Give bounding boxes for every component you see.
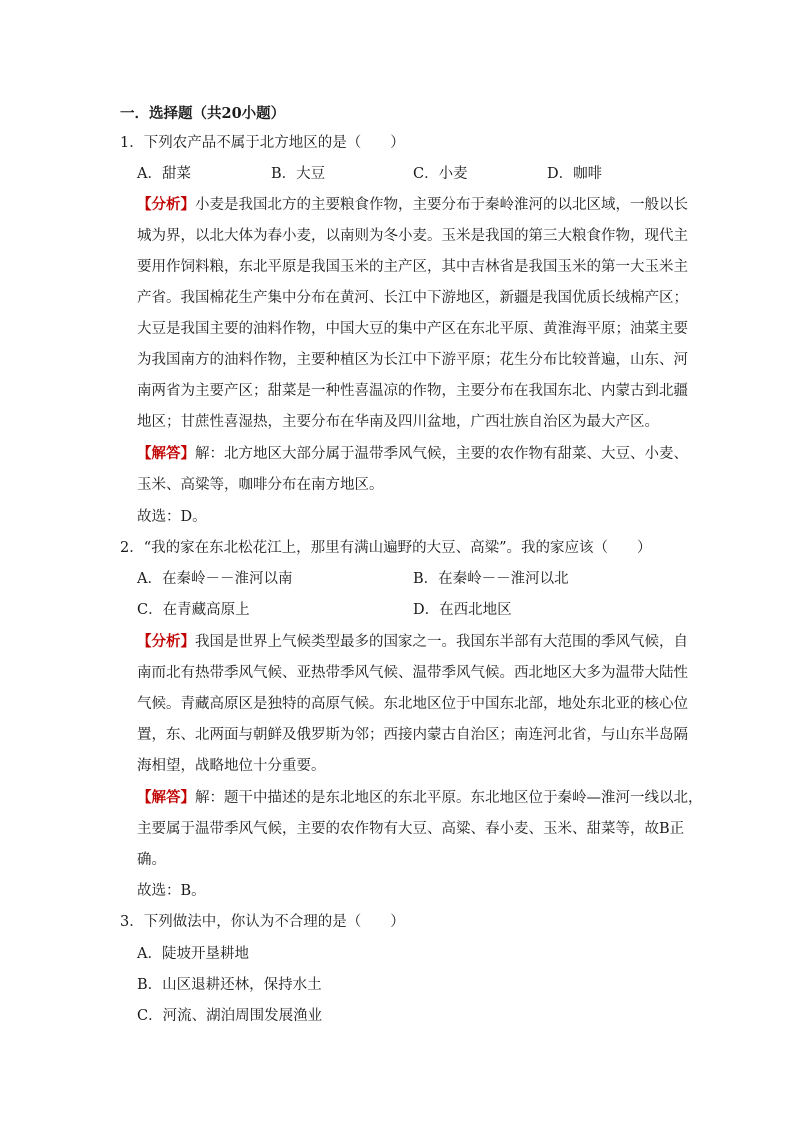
q2-answer-line <box>137 788 703 808</box>
q3-option-b: B．山区退耕还林，保持水土 <box>137 977 322 993</box>
q1-analysis-line: 南两省为主要产区；甜菜是一种性喜温凉的作物，主要分布在我国东北、内蒙古到北疆 <box>137 383 688 399</box>
q2-answer-line: 确。 <box>137 852 166 868</box>
question-2-stem: 2．“我的家在东北松花江上，那里有满山遍野的大豆、高粱”。我的家应该（ ） <box>120 540 652 556</box>
q1-choice: 故选：D。 <box>137 509 207 525</box>
q2-option-b: B．在秦岭－－淮河以北 <box>413 571 569 587</box>
q3-option-c: C．河流、湖泊周围发展渔业 <box>137 1008 323 1024</box>
q1-answer-line <box>137 444 688 464</box>
question-3-stem: 3．下列做法中，你认为不合理的是（ ） <box>120 914 405 930</box>
q1-analysis-line: 地区；甘蔗性喜湿热，主要分布在华南及四川盆地，广西壮族自治区为最大产区。 <box>137 414 659 430</box>
q1-option-b: B．大豆 <box>271 166 326 182</box>
q1-analysis-tag: 【分析】 <box>137 196 195 213</box>
q1-analysis-line <box>137 195 688 215</box>
q1-answer-tag: 【解答】 <box>137 445 195 462</box>
question-1-stem: 1．下列农产品不属于北方地区的是（ ） <box>120 135 405 151</box>
q1-answer-line: 玉米、高粱等，咖啡分布在南方地区。 <box>137 477 384 493</box>
q2-analysis-line <box>137 632 688 652</box>
q2-option-c: C．在青藏高原上 <box>137 602 250 618</box>
q2-answer-tag: 【解答】 <box>137 789 195 806</box>
q1-analysis-line: 产省。我国棉花生产集中分布在黄河、长江中下游地区，新疆是我国优质长绒棉产区； <box>137 290 688 306</box>
q2-analysis-line: 海相望，战略地位十分重要。 <box>137 758 326 774</box>
q2-analysis-line: 南而北有热带季风气候、亚热带季风气候、温带季风气候。西北地区大多为温带大陆性 <box>137 665 688 681</box>
q2-analysis-tag: 【分析】 <box>137 633 195 650</box>
q2-option-a: A．在秦岭－－淮河以南 <box>137 571 293 587</box>
q1-option-a: A．甜菜 <box>137 166 191 182</box>
q2-analysis-text: 我国是世界上气候类型最多的国家之一。我国东半部有大范围的季风气候，自 <box>195 634 688 650</box>
q1-analysis-line: 要用作饲料粮，东北平原是我国玉米的主产区，其中吉林省是我国玉米的第一大玉米主 <box>137 259 688 275</box>
q2-answer-text: 解：题干中描述的是东北地区的东北平原。东北地区位于秦岭—淮河一线以北， <box>195 790 703 806</box>
q2-answer-line: 主要属于温带季风气候，主要的农作物有大豆、高粱、春小麦、玉米、甜菜等，故B正 <box>137 821 685 837</box>
q1-option-d: D．咖啡 <box>547 166 603 182</box>
q1-answer-text: 解：北方地区大部分属于温带季风气候，主要的农作物有甜菜、大豆、小麦、 <box>195 446 688 462</box>
q2-choice: 故选：B。 <box>137 883 206 899</box>
q2-analysis-line: 置，东、北两面与朝鲜及俄罗斯为邻；西接内蒙古自治区；南连河北省，与山东半岛隔 <box>137 727 688 743</box>
q1-analysis-line: 大豆是我国主要的油料作物，中国大豆的集中产区在东北平原、黄淮海平原；油菜主要 <box>137 321 688 337</box>
q3-option-a: A．陡坡开垦耕地 <box>137 946 249 962</box>
q1-analysis-line: 为我国南方的油料作物，主要种植区为长江中下游平原；花生分布比较普遍，山东、河 <box>137 352 688 368</box>
q1-analysis-text: 小麦是我国北方的主要粮食作物，主要分布于秦岭淮河的以北区域，一般以长 <box>195 197 688 213</box>
q2-analysis-line: 气候。青藏高原区是独特的高原气候。东北地区位于中国东北部，地处东北亚的核心位 <box>137 696 688 712</box>
section-title: 一．选择题（共20小题） <box>120 105 286 122</box>
q1-option-c: C．小麦 <box>413 166 468 182</box>
q1-analysis-line: 城为界，以北大体为春小麦，以南则为冬小麦。玉米是我国的第三大粮食作物，现代主 <box>137 228 688 244</box>
q2-option-d: D．在西北地区 <box>413 602 512 618</box>
